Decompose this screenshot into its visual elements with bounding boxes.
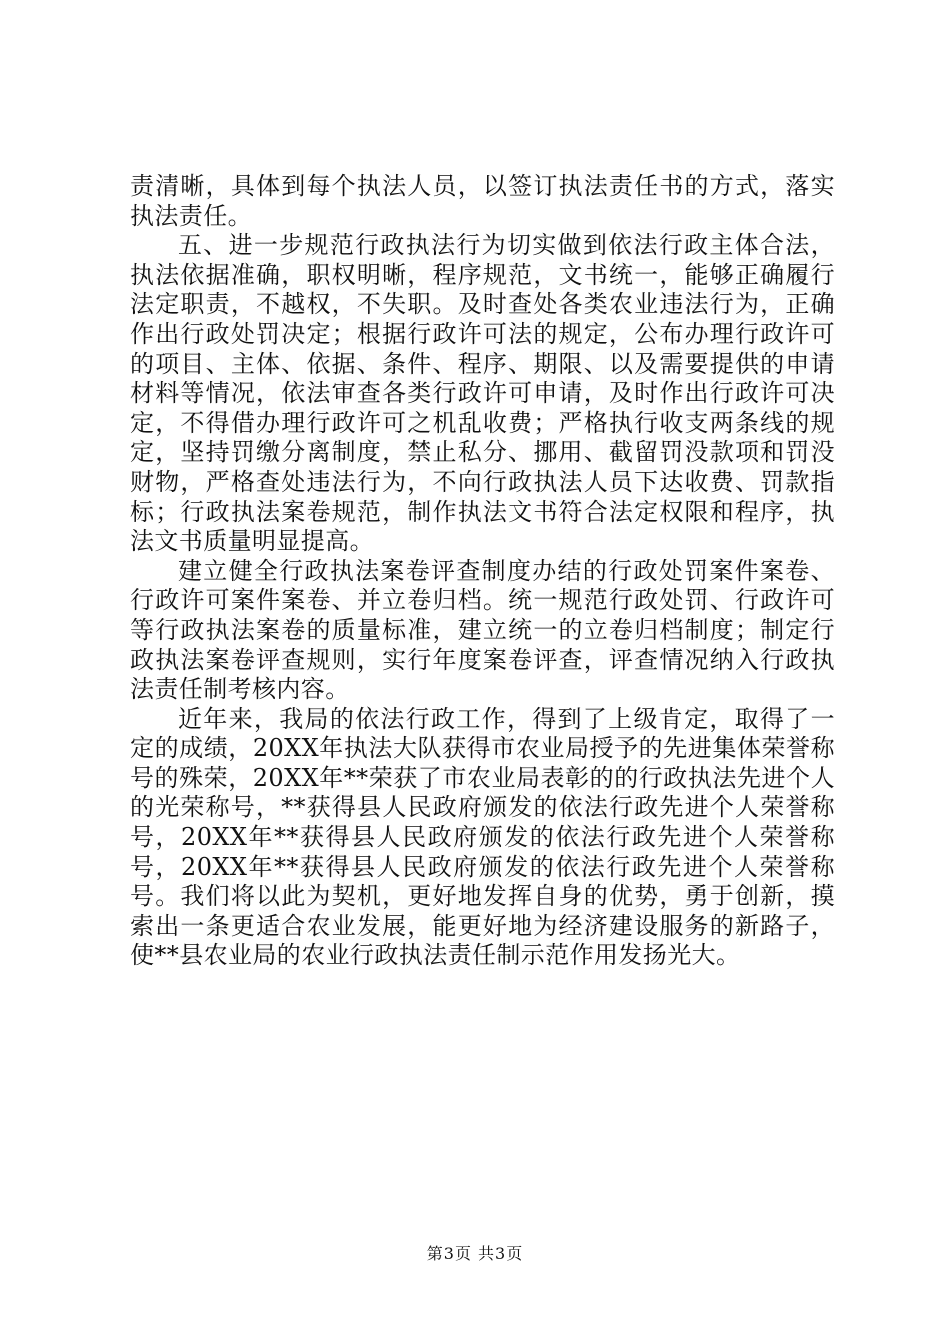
paragraph-continuation: 责清晰，具体到每个执法人员，以签订执法责任书的方式，落实执法责任。 (130, 172, 835, 230)
paragraph-section-five: 五、进一步规范行政执法行为切实做到依法行政主体合法，执法依据准确，职权明晰，程序规范，文书统一，能够正确履行法定职责，不越权，不失职。及时查处各类农业违法行为，正确作出行政处罚决定；根据行政许可法的规定，公布办理行政许可的项目、主体、依据、条件、程序、期限、以及需要提供的申请材料等情况，依法审查各类行政许可申请，及时作出行政许可决定，不得借办理行政许可之机乱收费；严格执行收支两条线的规定，坚持罚缴分离制度，禁止私分、挪用、截留罚没款项和罚没财物，严格查处违法行为，不向行政执法人员下达收费、罚款指标；行政执法案卷规范，制作执法文书符合法定权限和程序，执法文书质量明显提高。 (130, 231, 835, 556)
paragraph-case-review: 建立健全行政执法案卷评查制度办结的行政处罚案件案卷、行政许可案件案卷、并立卷归档。统一规范行政处罚、行政许可等行政执法案卷的质量标准，建立统一的立卷归档制度；制定行政执法案卷评查规则，实行年度案卷评查，评查情况纳入行政执法责任制考核内容。 (130, 556, 835, 704)
page-number-footer: 第3页 共3页 (426, 1244, 524, 1263)
paragraph-achievements: 近年来，我局的依法行政工作，得到了上级肯定，取得了一定的成绩，20XX年执法大队获得市农业局授予的先进集体荣誉称号的殊荣，20XX年**荣获了市农业局表彰的的行政执法先进个人的光荣称号，**获得县人民政府颁发的依法行政先进个人荣誉称号，20XX年**获得县人民政府颁发的依法行政先进个人荣誉称号，20XX年**获得县人民政府颁发的依法行政先进个人荣誉称号。我们将以此为契机，更好地发挥自身的优势，勇于创新，摸索出一条更适合农业发展，能更好地为经济建设服务的新路子，使**县农业局的农业行政执法责任制示范作用发扬光大。 (130, 704, 835, 970)
document-body (130, 172, 835, 971)
